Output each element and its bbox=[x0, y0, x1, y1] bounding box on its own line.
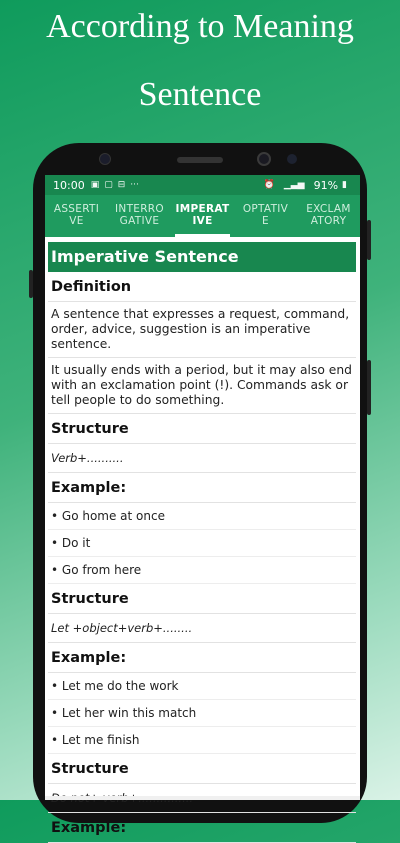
tab-label: OPTATIV bbox=[242, 203, 289, 215]
storage-notification-icon: ⊟ bbox=[117, 180, 126, 190]
proximity-sensor bbox=[287, 154, 297, 164]
tab-label: E bbox=[262, 215, 269, 227]
tab-label: ASSERTI bbox=[53, 203, 100, 215]
page-title: Imperative Sentence bbox=[48, 242, 356, 272]
bottom-bar bbox=[45, 796, 360, 800]
front-sensor bbox=[99, 153, 111, 165]
example-heading: Example: bbox=[48, 473, 356, 503]
more-notifications-icon: ··· bbox=[130, 180, 139, 190]
speaker-grille bbox=[177, 157, 223, 163]
promo-title: According to Meaning bbox=[46, 8, 354, 45]
tab-label: GATIVE bbox=[119, 215, 160, 227]
side-key bbox=[29, 270, 33, 298]
app-screen bbox=[45, 175, 360, 836]
content-scroll[interactable] bbox=[45, 237, 360, 843]
structure-heading: Structure bbox=[48, 584, 356, 614]
tab-exclamatory[interactable] bbox=[297, 195, 360, 237]
structure-formula: Let +object+verb+........ bbox=[48, 614, 356, 643]
list-item: • Let me finish bbox=[48, 727, 356, 754]
definition-heading: Definition bbox=[48, 272, 356, 302]
structure-heading: Structure bbox=[48, 754, 356, 784]
list-item: • Go home at once bbox=[48, 503, 356, 530]
front-camera bbox=[257, 152, 271, 166]
promo-subtitle: Sentence bbox=[138, 76, 262, 113]
screenshot-notification-icon: ▢ bbox=[104, 180, 113, 190]
definition-text: A sentence that expresses a request, command, order, advice, suggestion is an imperative sentence. bbox=[48, 302, 356, 358]
list-item: • Go from here bbox=[48, 557, 356, 584]
status-time: 10:00 bbox=[53, 178, 85, 192]
tab-label: INTERRO bbox=[115, 203, 164, 215]
tab-label: IVE bbox=[192, 215, 213, 227]
example-heading: Example: bbox=[48, 813, 356, 843]
image-notification-icon: ▣ bbox=[90, 180, 100, 190]
tab-label: IMPERAT bbox=[175, 203, 230, 215]
definition-text: It usually ends with a period, but it may also end with an exclamation point (!). Commands ask or tell people to do something. bbox=[48, 358, 356, 414]
example-heading: Example: bbox=[48, 643, 356, 673]
alarm-icon: ⏰ bbox=[263, 180, 275, 190]
status-bar bbox=[45, 175, 360, 195]
signal-icon: ▁▃▅ bbox=[283, 180, 305, 190]
tab-imperative[interactable] bbox=[171, 195, 234, 237]
tab-label: ATORY bbox=[310, 215, 347, 227]
battery-icon: ▮ bbox=[342, 180, 347, 190]
list-item: • Let her win this match bbox=[48, 700, 356, 727]
battery-percent: 91% bbox=[313, 178, 339, 192]
tab-interrogative[interactable] bbox=[108, 195, 171, 237]
category-tabs bbox=[45, 195, 360, 237]
tab-label: VE bbox=[69, 215, 84, 227]
structure-heading: Structure bbox=[48, 414, 356, 444]
list-item: • Let me do the work bbox=[48, 673, 356, 700]
volume-button bbox=[367, 360, 371, 415]
tab-assertive[interactable] bbox=[45, 195, 108, 237]
power-button bbox=[367, 220, 371, 260]
tab-label: EXCLAM bbox=[306, 203, 351, 215]
list-item: • Do it bbox=[48, 530, 356, 557]
structure-formula: Verb+.......... bbox=[48, 444, 356, 473]
tab-optative[interactable] bbox=[234, 195, 297, 237]
